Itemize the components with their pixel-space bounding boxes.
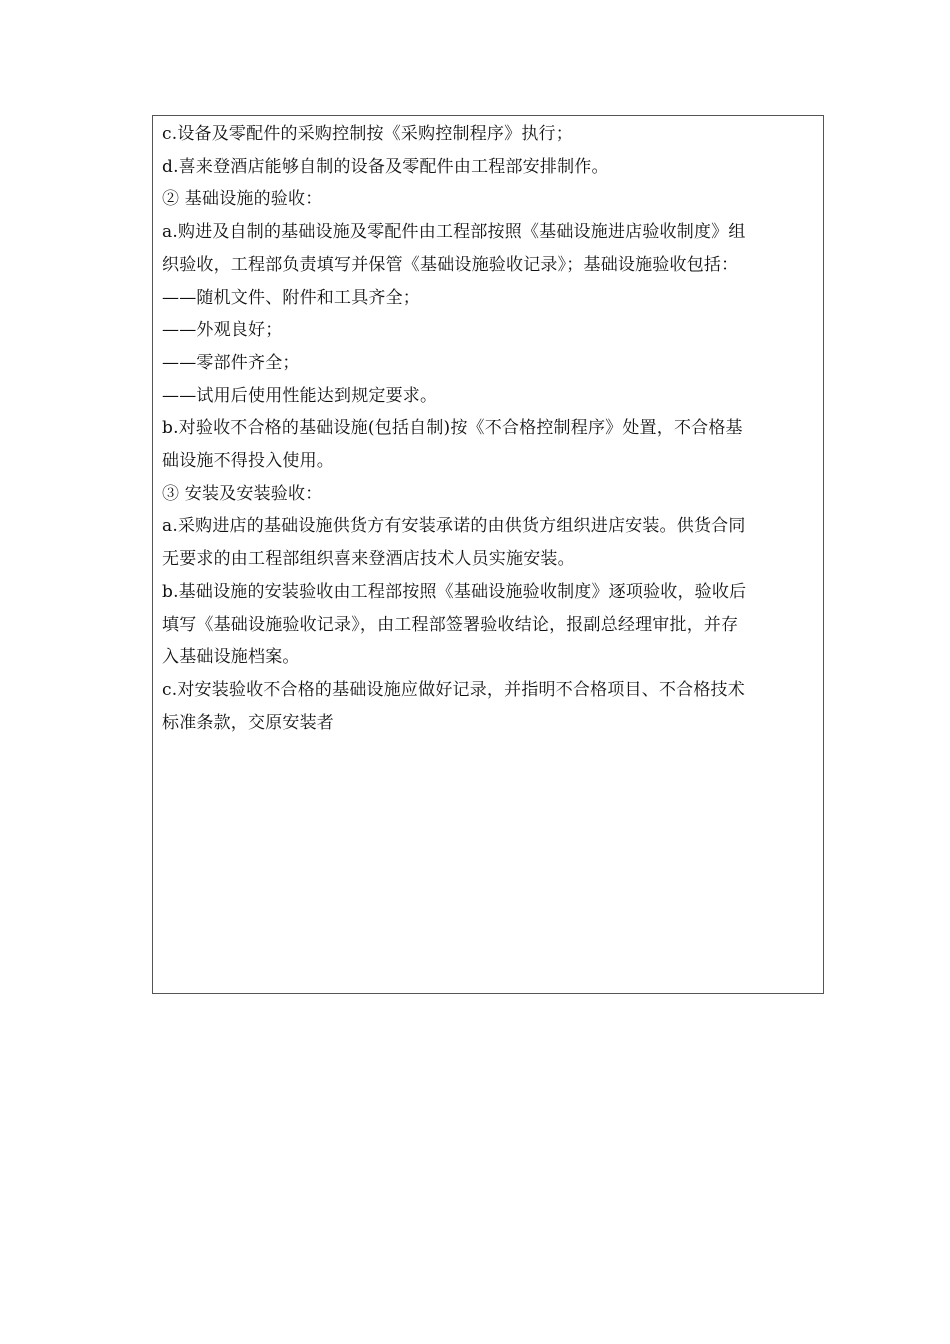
text-line: c.设备及零配件的采购控制按《采购控制程序》执行； <box>162 124 573 144</box>
document-frame <box>152 115 824 994</box>
text-line: 填写《基础设施验收记录》，由工程部签署验收结论，报副总经理审批，并存 <box>162 614 739 635</box>
list-item: ——零部件齐全； <box>162 352 300 373</box>
text-line: 织验收，工程部负责填写并保管《基础设施验收记录》；基础设施验收包括： <box>162 254 739 275</box>
list-item: ——试用后使用性能达到规定要求。 <box>162 385 438 406</box>
text-line: 入基础设施档案。 <box>162 647 300 668</box>
text-line: 标准条款，交原安装者 <box>162 712 334 733</box>
text-line: c.对安装验收不合格的基础设施应做好记录，并指明不合格项目、不合格技术 <box>162 679 745 700</box>
text-line: 无要求的由工程部组织喜来登酒店技术人员实施安装。 <box>162 549 575 570</box>
section-heading: ② 基础设施的验收： <box>162 189 323 210</box>
text-line: b.基础设施的安装验收由工程部按照《基础设施验收制度》逐项验收，验收后 <box>162 581 747 602</box>
text-line: 础设施不得投入使用。 <box>162 451 334 472</box>
text-line: d.喜来登酒店能够自制的设备及零配件由工程部安排制作。 <box>162 156 609 177</box>
list-item: ——外观良好； <box>162 320 283 341</box>
text-line: a.购进及自制的基础设施及零配件由工程部按照《基础设施进店验收制度》组 <box>162 222 746 243</box>
list-item: ——随机文件、附件和工具齐全； <box>162 287 420 308</box>
text-line: b.对验收不合格的基础设施(包括自制)按《不合格控制程序》处置，不合格基 <box>162 418 743 439</box>
text-line: a.采购进店的基础设施供货方有安装承诺的由供货方组织进店安装。供货合同 <box>162 516 746 537</box>
section-heading: ③ 安装及安装验收： <box>162 483 323 504</box>
